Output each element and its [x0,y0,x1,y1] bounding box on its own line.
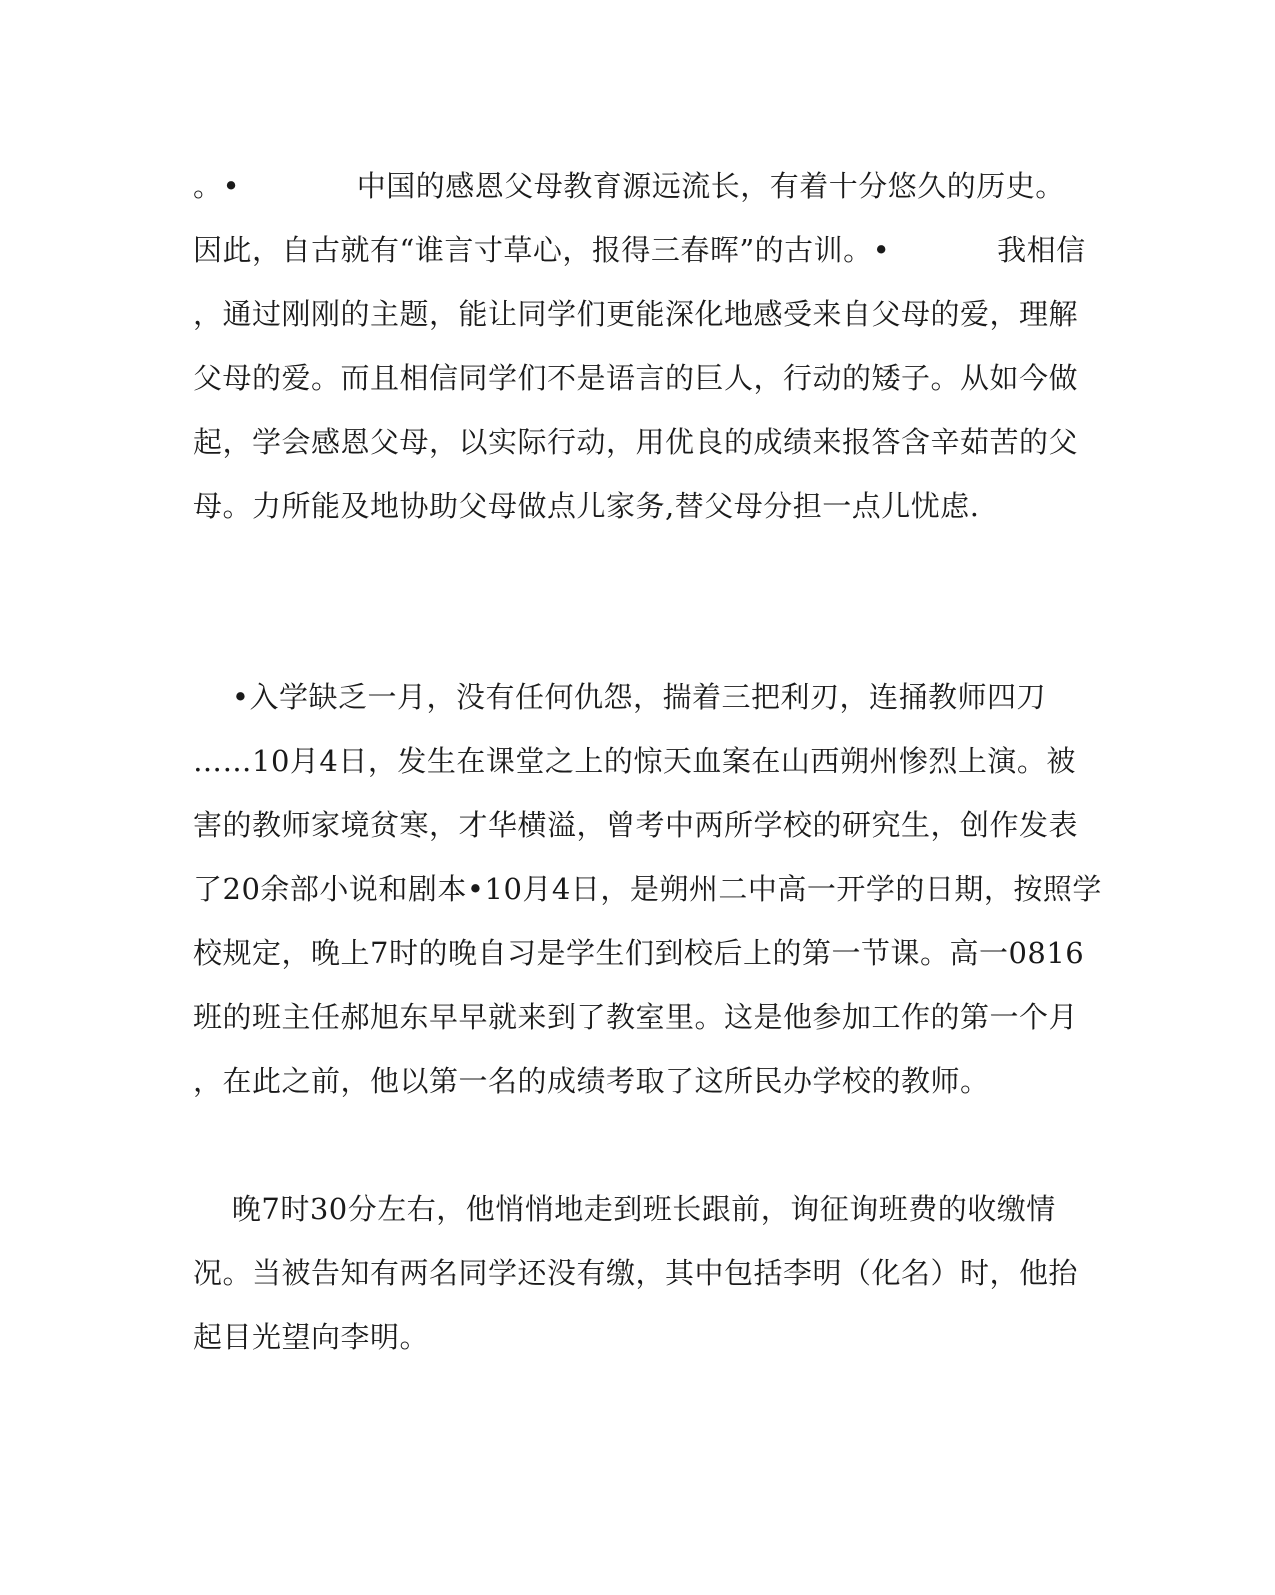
text-line: ……10月4日，发生在课堂之上的惊天血案在山西朔州惨烈上演。被 [193,744,1076,778]
text-line: 父母的爱。而且相信同学们不是语言的巨人，行动的矮子。从如今做 [193,361,1079,395]
text-line: 班的班主任郝旭东早早就来到了教室里。这是他参加工作的第一个月 [193,1000,1079,1034]
text-line: •入学缺乏一月，没有任何仇怨，揣着三把利刃，连捅教师四刀 [193,680,1046,714]
text-line: 晚7时30分左右，他悄悄地走到班长跟前，询征询班费的收缴情 [193,1192,1056,1226]
text-line: 况。当被告知有两名同学还没有缴，其中包括李明（化名）时，他抬 [193,1256,1079,1290]
text-line: 了20余部小说和剧本•10月4日，是朔州二中高一开学的日期，按照学 [193,872,1102,906]
text-line: 因此，自古就有“谁言寸草心，报得三春晖”的古训。• 我相信 [193,233,1086,267]
text-line: ，通过刚刚的主题，能让同学们更能深化地感受来自父母的爱，理解 [193,297,1079,331]
text-line: 。• 中国的感恩父母教育源远流长，有着十分悠久的历史。 [193,169,1065,203]
text-line: 起目光望向李明。 [193,1320,430,1354]
text-line: 母。力所能及地协助父母做点儿家务,替父母分担一点儿忧虑. [193,489,980,523]
text-line: ，在此之前，他以第一名的成绩考取了这所民办学校的教师。 [193,1064,990,1098]
text-line: 校规定，晚上7时的晚自习是学生们到校后上的第一节课。高一0816 [193,936,1085,970]
text-line: 起，学会感恩父母，以实际行动，用优良的成绩来报答含辛茹苦的父 [193,425,1079,459]
text-line: 害的教师家境贫寒，才华横溢，曾考中两所学校的研究生，创作发表 [193,808,1079,842]
